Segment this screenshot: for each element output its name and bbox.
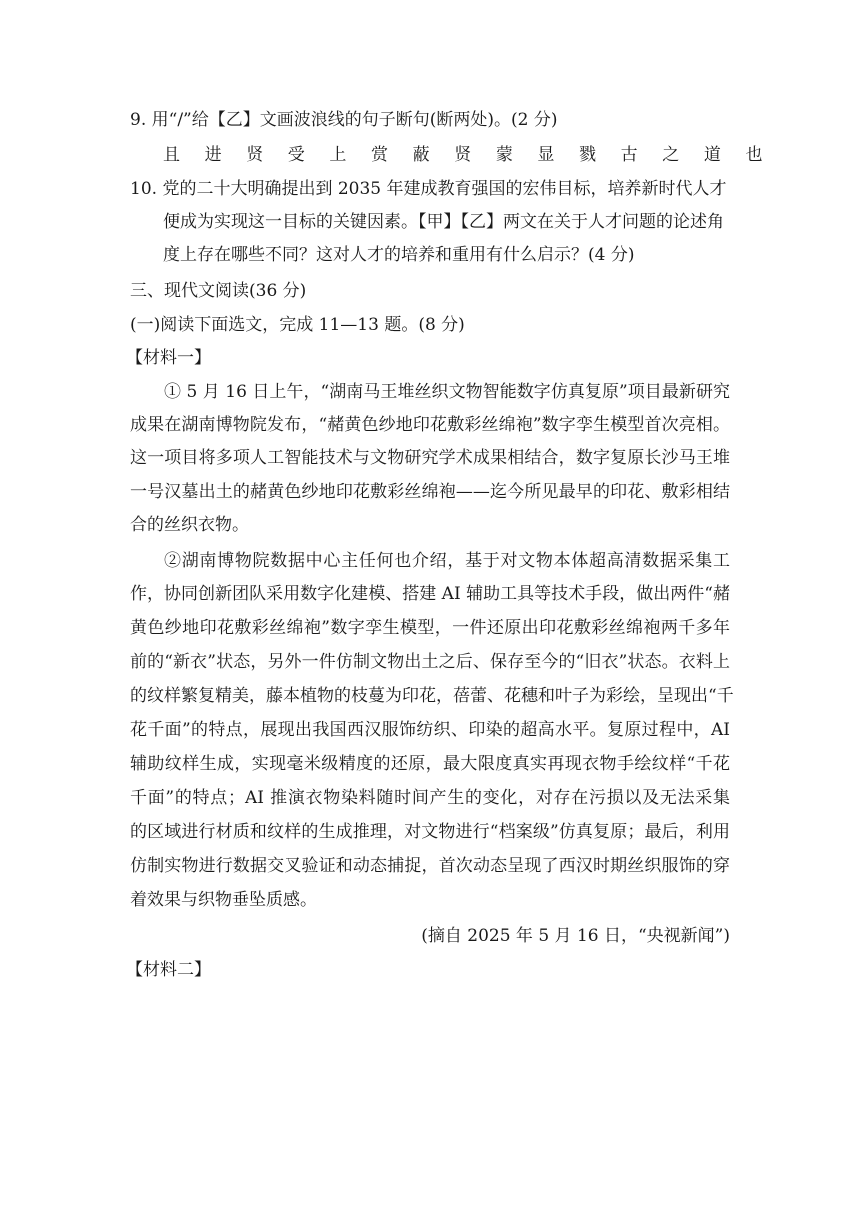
paragraph-line: 这一项目将多项人工智能技术与文物研究学术成果相结合，数字复原长沙马王堆 bbox=[130, 448, 730, 468]
paragraph-line: 着效果与织物垂坠质感。 bbox=[130, 890, 317, 910]
source-citation: (摘自 2025 年 5 月 16 日，“央视新闻”) bbox=[421, 926, 730, 946]
paragraph-line: 的纹样繁复精美，藤本植物的枝蔓为印花，蓓蕾、花穗和叶子为彩绘，呈现出“千 bbox=[130, 686, 734, 706]
question-10-line-2: 便成为实现这一目标的关键因素。【甲】【乙】两文在关于人才问题的论述角 bbox=[163, 212, 724, 232]
material-1-title: 【材料一】 bbox=[126, 348, 211, 368]
material-2-title: 【材料二】 bbox=[126, 960, 211, 980]
paragraph-line: 花千面”的特点，展现出我国西汉服饰纺织、印染的超高水平。复原过程中，AI bbox=[130, 720, 730, 740]
paragraph-line: 的区域进行材质和纹样的生成推理，对文物进行“档案级”仿真复原；最后，利用 bbox=[130, 822, 730, 842]
question-10-line-3: 度上存在哪些不同？这对人才的培养和重用有什么启示？(4 分) bbox=[163, 245, 635, 265]
paragraph-line: 成果在湖南博物院发布，“赭黄色纱地印花敷彩丝绵袍”数字孪生模型首次亮相。 bbox=[130, 415, 730, 435]
paragraph-line: 作，协同创新团队采用数字化建模、搭建 AI 辅助工具等技术手段，做出两件“赭 bbox=[130, 584, 730, 604]
paragraph-line: 辅助纹样生成，实现毫米级精度的还原，最大限度真实再现衣物手绘纹样“千花 bbox=[130, 754, 730, 774]
paragraph-line: ②湖南博物院数据中心主任何也介绍，基于对文物本体超高清数据采集工 bbox=[164, 551, 730, 571]
paragraph-line: 千面”的特点；AI 推演衣物染料随时间产生的变化，对存在污损以及无法采集 bbox=[130, 788, 730, 808]
paragraph-line: ① 5 月 16 日上午，“湖南马王堆丝织文物智能数字仿真复原”项目最新研究 bbox=[164, 382, 730, 402]
subsection-heading: (一)阅读下面选文，完成 11—13 题。(8 分) bbox=[130, 315, 465, 335]
question-9-text: 9. 用“/”给【乙】文画波浪线的句子断句(断两处)。(2 分) bbox=[130, 110, 558, 130]
question-9-sentence: 且 进 贤 受 上 赏 蔽 贤 蒙 显 戮 古 之 道 也 bbox=[163, 145, 773, 165]
question-10-line-1: 10. 党的二十大明确提出到 2035 年建成教育强国的宏伟目标，培养新时代人才 bbox=[130, 179, 727, 199]
paragraph-line: 黄色纱地印花敷彩丝绵袍”数字孪生模型，一件还原出印花敷彩丝绵袍两千多年 bbox=[130, 618, 730, 638]
paragraph-line: 仿制实物进行数据交叉验证和动态捕捉，首次动态呈现了西汉时期丝织服饰的穿 bbox=[130, 856, 730, 876]
section-heading: 三、现代文阅读(36 分) bbox=[130, 281, 307, 301]
paragraph-line: 合的丝织衣物。 bbox=[130, 515, 249, 535]
paragraph-line: 前的“新衣”状态，另外一件仿制文物出土之后、保存至今的“旧衣”状态。衣料上 bbox=[130, 652, 730, 672]
paragraph-line: 一号汉墓出土的赭黄色纱地印花敷彩丝绵袍——迄今所见最早的印花、敷彩相结 bbox=[130, 482, 730, 502]
